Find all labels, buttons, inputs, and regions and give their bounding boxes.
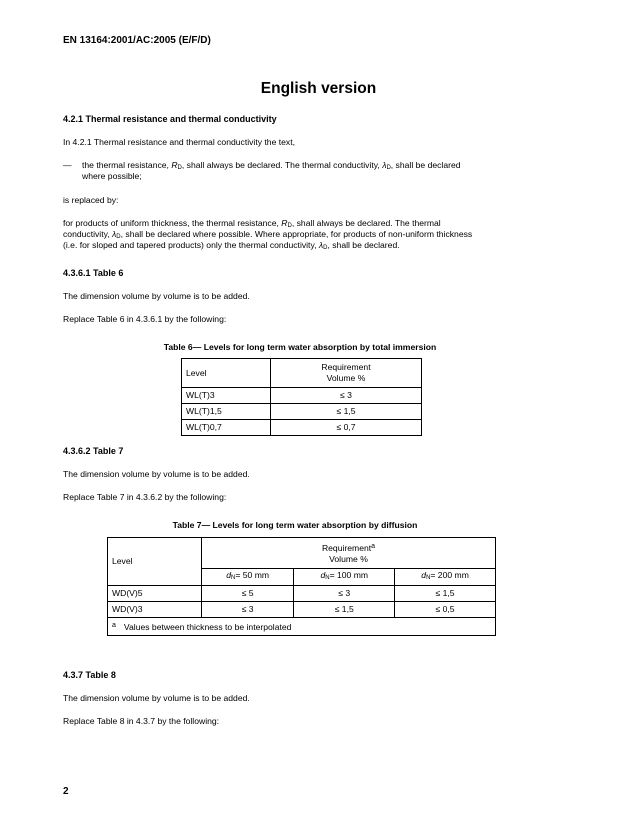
table7-footnote: $^a$ Values between thickness to be interpolated <box>108 618 496 636</box>
replacement-line-1: for products of uniform thickness, the thermal resistance, $R_D$, shall always be declared. The thermal <box>63 218 441 229</box>
table7-header-level: Level <box>108 538 202 586</box>
section-heading-4-3-7: 4.3.7 Table 8 <box>63 670 116 680</box>
table7-replace-text: Replace Table 7 in 4.3.6.2 by the following: <box>63 492 227 502</box>
table6-header-requirement: Requirement Volume % <box>271 359 422 388</box>
section-heading-4-3-6-1: 4.3.6.1 Table 6 <box>63 268 124 278</box>
section-heading-4-2-1: 4.2.1 Thermal resistance and thermal conductivity <box>63 114 277 124</box>
table7-level-cell: WD(V)3 <box>108 602 202 618</box>
table6-value-cell: ≤ 3 <box>271 388 422 404</box>
table6-replace-text: Replace Table 6 in 4.3.6.1 by the following: <box>63 314 227 324</box>
table7-value-cell: ≤ 3 <box>294 586 395 602</box>
table7-value-cell: ≤ 1,5 <box>294 602 395 618</box>
table7-header-requirement: Requirement$^a$ Volume % <box>202 538 496 569</box>
table7-note: The dimension volume by volume is to be added. <box>63 469 250 479</box>
table7-subheader-200: $d_N= 200$ mm <box>395 569 496 586</box>
dash-bullet: — <box>63 160 72 170</box>
table7-value-cell: ≤ 0,5 <box>395 602 496 618</box>
table8-note: The dimension volume by volume is to be added. <box>63 693 250 703</box>
page-title: English version <box>260 80 377 97</box>
table6-value-cell: ≤ 0,7 <box>271 420 422 436</box>
table-row <box>108 586 496 602</box>
table7-caption: Table 7— Levels for long term water absorption by diffusion <box>172 520 418 530</box>
table6-caption: Table 6— Levels for long term water absorption by total immersion <box>163 342 437 352</box>
quoted-text-line-2: where possible; <box>82 171 142 181</box>
document-id-header: EN 13164:2001/AC:2005 (E/F/D) <box>63 35 211 46</box>
replacement-line-2: conductivity, $\lambda_D$, shall be declared where possible. Where appropriate, for products of non-uniform thickness <box>63 229 473 240</box>
table7-level-cell: WD(V)5 <box>108 586 202 602</box>
table-row <box>182 420 422 436</box>
table-6 <box>181 358 422 436</box>
table6-level-cell: WL(T)0,7 <box>182 420 271 436</box>
page-number: 2 <box>63 786 69 797</box>
table7-value-cell: ≤ 1,5 <box>395 586 496 602</box>
table7-value-cell: ≤ 5 <box>202 586 294 602</box>
table7-subheader-100: $d_N= 100$ mm <box>294 569 395 586</box>
table7-value-cell: ≤ 3 <box>202 602 294 618</box>
table-row <box>108 602 496 618</box>
table-7 <box>107 537 496 636</box>
quoted-text-line-1: the thermal resistance, $R_D$, shall always be declared. The thermal conductivity, $\lambda_D$, shall be declared <box>82 160 461 171</box>
table6-level-cell: WL(T)3 <box>182 388 271 404</box>
replaced-by-text: is replaced by: <box>63 195 119 205</box>
section-heading-4-3-6-2: 4.3.6.2 Table 7 <box>63 446 124 456</box>
table-row <box>182 388 422 404</box>
table6-value-cell: ≤ 1,5 <box>271 404 422 420</box>
table7-subheader-50: $d_N= 50$ mm <box>202 569 294 586</box>
table6-level-cell: WL(T)1,5 <box>182 404 271 420</box>
intro-paragraph: In 4.2.1 Thermal resistance and thermal conductivity the text, <box>63 137 295 147</box>
replacement-line-3: (i.e. for sloped and tapered products) only the thermal conductivity, $\lambda_D$, shall be declared. <box>63 240 400 251</box>
table-row <box>182 404 422 420</box>
table8-replace-text: Replace Table 8 in 4.3.7 by the following: <box>63 716 220 726</box>
table6-header-level: Level <box>182 359 271 388</box>
table6-note: The dimension volume by volume is to be added. <box>63 291 250 301</box>
